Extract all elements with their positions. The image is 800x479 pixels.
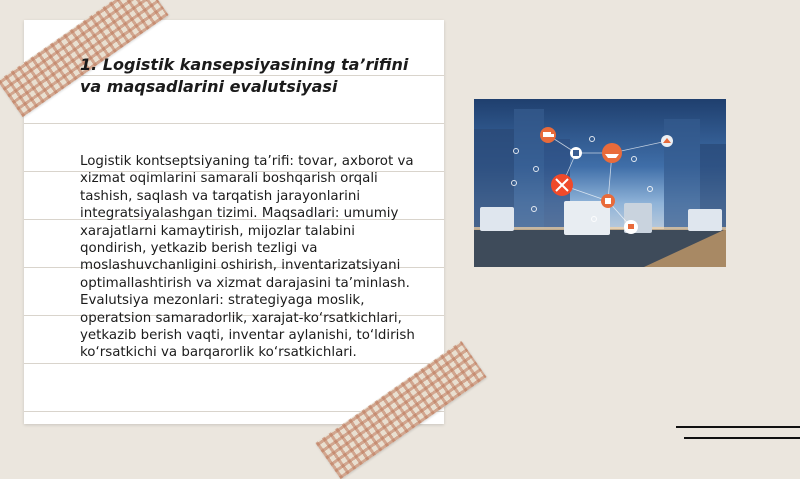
decorative-line [676,426,800,428]
truck-icon [540,127,556,143]
decorative-line [684,437,800,439]
ship-icon [602,143,622,163]
box-icon [601,194,615,208]
slide-title: 1. Logistik kansepsiyasining ta’rifini va maqsadlarini evalutsiyasi [80,55,409,96]
forklift-icon [624,220,638,234]
logistics-photo [474,99,726,267]
train-icon [570,147,582,159]
warehouse-icon [661,135,673,147]
airplane-icon [551,174,573,196]
slide-body-text: Logistik kontseptsiyaning ta’rifi: tovar, axborot va xizmat oqimlarini samarali boshqarish orqali tashish, saqlash va tarqatish jarayonlarini integratsiyalashgan tizimi. Maqsadlari: umumiy xarajatlarni kamaytirish, mijozlar talabini qondirish, yetkazib berish tezligi va moslashuvchanligini oshirish, inventarizatsiyani optimallashtirish va xizmat darajasini ta’minlash. Evalutsiya mezonlari: strategiyaga moslik, operatsion samaradorlik, xarajat-ko‘rsatkichlari, yetkazib berish vaqti, inventar aylanishi, to‘ldirish ko‘rsatkichi va barqarorlik ko‘rsatkichlari. [80,154,415,361]
